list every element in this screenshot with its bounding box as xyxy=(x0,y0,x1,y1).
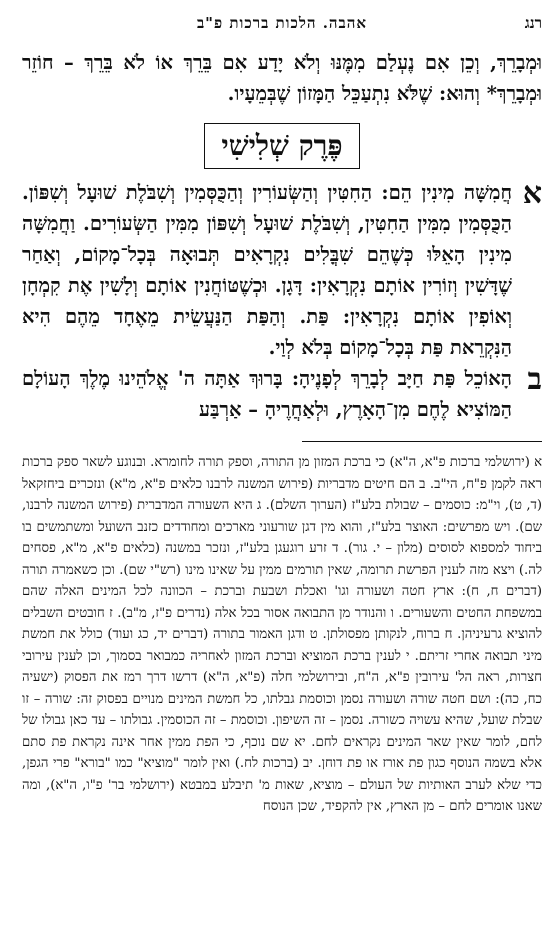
continued-text: וּמְבָרֵךְ, וְכֵן אִם נֶעְלַם מִמֶּנּוּ וְלֹא יָדַע אִם בֵּרֵךְ אוֹ לֹא בֵּרֵךְ – חוֹזֵר וּמְבָרֵךְ* וְהוּא: שֶׁלֹּא נִתְעַכֵּל הַמָּזוֹן שֶׁבְּמֵעָיו. xyxy=(22,51,542,105)
chapter-heading-wrap xyxy=(22,123,542,169)
footnote-divider xyxy=(302,441,542,442)
page-number: רנג xyxy=(524,14,542,32)
running-header xyxy=(22,14,542,33)
running-title: אהבה. הלכות ברכות פ"ב xyxy=(196,14,368,32)
law-text: חֲמִשָּׁה מִינִין הֵם: הַחִטִּין וְהַשְּׂעוֹרִין וְהַכֻּסְּמִין וְשִׁבֹּלֶת שׁוּעָל וְשִׁפּוֹן. הַכֻּסְּמִין מִמִּין הַחִטִּין, וְשִׁבֹּלֶת שׁוּעָל וְשִׁפּוֹן מִמִּין הַשְּׂעוֹרִים. וַחֲמִשָּׁה מִינִין הָאֵלּוּ כְּשֶׁהֵם שִׁבֳּלִים נִקְרָאִים תְּבוּאָה בְּכָל־מָקוֹם, וְאַחַר שֶׁדָּשִׁין וְזוֹרִין אוֹתָם נִקְרָאִין: דָּגָן. וּכְשֶׁטּוֹחֲנִין אוֹתָם וְלָשִׁין אֶת קִמְחָן וְאוֹפִין אוֹתָם נִקְרָאִין: פַּת. וְהַפַּת הַנַּעֲשֵׂית מֵאֶחָד מֵהֶם הִיא הַנִּקְרֵאת פַּת בְּכָל־מָקוֹם בְּלֹא לְוַי. xyxy=(22,181,512,359)
law-paragraph xyxy=(22,363,542,425)
law-paragraph xyxy=(22,177,542,363)
law-mark: א xyxy=(522,176,542,211)
chapter-heading: פֶּרֶק שְׁלִישִׁי xyxy=(204,123,359,169)
footnotes: א (ירושלמי ברכות פ"א, ה"א) כי ברכת המזון מן התורה, וספק תורה לחומרא. ובנוגע לשאר ספק ברכות ראה לקמן פ"ח, הי"ב. ב הם חיטים מדבריות (פירוש המשנה לרבנו כלאים פ"א, מ"א) ונזכרים ביחזקאל (ד, ט), וי"מ: כוסמים – שבולת בלע"ז (הערוך השלם). ג היא השעורה המדברית (פירוש המשנה לרבנו, שם). ויש מפרשים: האוצר בלע"ז, והוא מין דגן שורעוני מארכים ומחודדים כזנב השועל ומשתמשים בו ביחוד למספוא לסוסים (מלון – י. גור). ד זרע רוגעגן בלע"ז, ונזכר במשנה (כלאים פ"א, מ"א, פסחים לה.) ויצא מזה לענין הפרשת תרומה, שאין תורמים ממין על שאינו מינו (רש"י שם). וכן כשאמרה תורה (דברים ח, ח): ארץ חטה ושעורה וגו' ואכלת ושבעת וברכת – הכוונה לכל המינים האלה שהם במשפחת החטים והשעורים. ו והנודר מן התבואה אסור בכל אלה (נדרים פ"ז, מ"ב). ז חובטים השבלים להוציא גרעיניהן. ח ברוח, לנקותן מפסולתן. ט ודגן האמור בתורה (דברים יד, כג ועוד) כולל את חמשת מיני תבואה אחרי זריתם. י לענין ברכת המוציא וברכת המזון לאחריה כמבואר בסמוך, וכן לענין עירובי חצרות, ראה הל' עירובין פ"א, ה"ח, ובירושלמי חלה (פ"א, ה"א) דרשו דרך רמז את הפסוק (ישעיה כח, כה): ושם חטה שורה ושעורה נסמן וכוסמת גבלתו, כל חמשת המינים מנויים בפסוק זה: שורה – זו שבלת שועל, שהיא עשויה כשורה. נסמן – זה השיפון. וכוסמת – זה הכוסמין. גבולתו – עד כאן גבולו של לחם, לומר שאין שאר המינים נקראים לחם. יא שם נוכף, כי הפת ממין אחר אינה נקראת פת סתם אלא בשמה הנוסף כגון פת אורז או פת דוחן. יב (ברכות לח.) ואין לומר "מוציא" כמו "בורא" פרי הגפן, כדי שלא לערב האותיות של העולם – מוציא, שאות מ' תיבלע במבטא (ירושלמי בר' פ"ו, ה"א), ומה שאנו אומרים לחם – מן הארץ, אין להקפיד, שכן הנוסח xyxy=(22,455,542,814)
law-text: הָאוֹכֵל פַּת חַיָּב לְבָרֵךְ לְפָנֶיהָ: בָּרוּךְ אַתָּה ה' אֱלֹהֵינוּ מֶלֶךְ הָעוֹלָם הַמּוֹצִיא לֶחֶם מִן־הָאָרֶץ, וּלְאַחֲרֶיהָ – אַרְבַּע xyxy=(22,367,512,421)
law-mark: ב xyxy=(527,362,542,397)
